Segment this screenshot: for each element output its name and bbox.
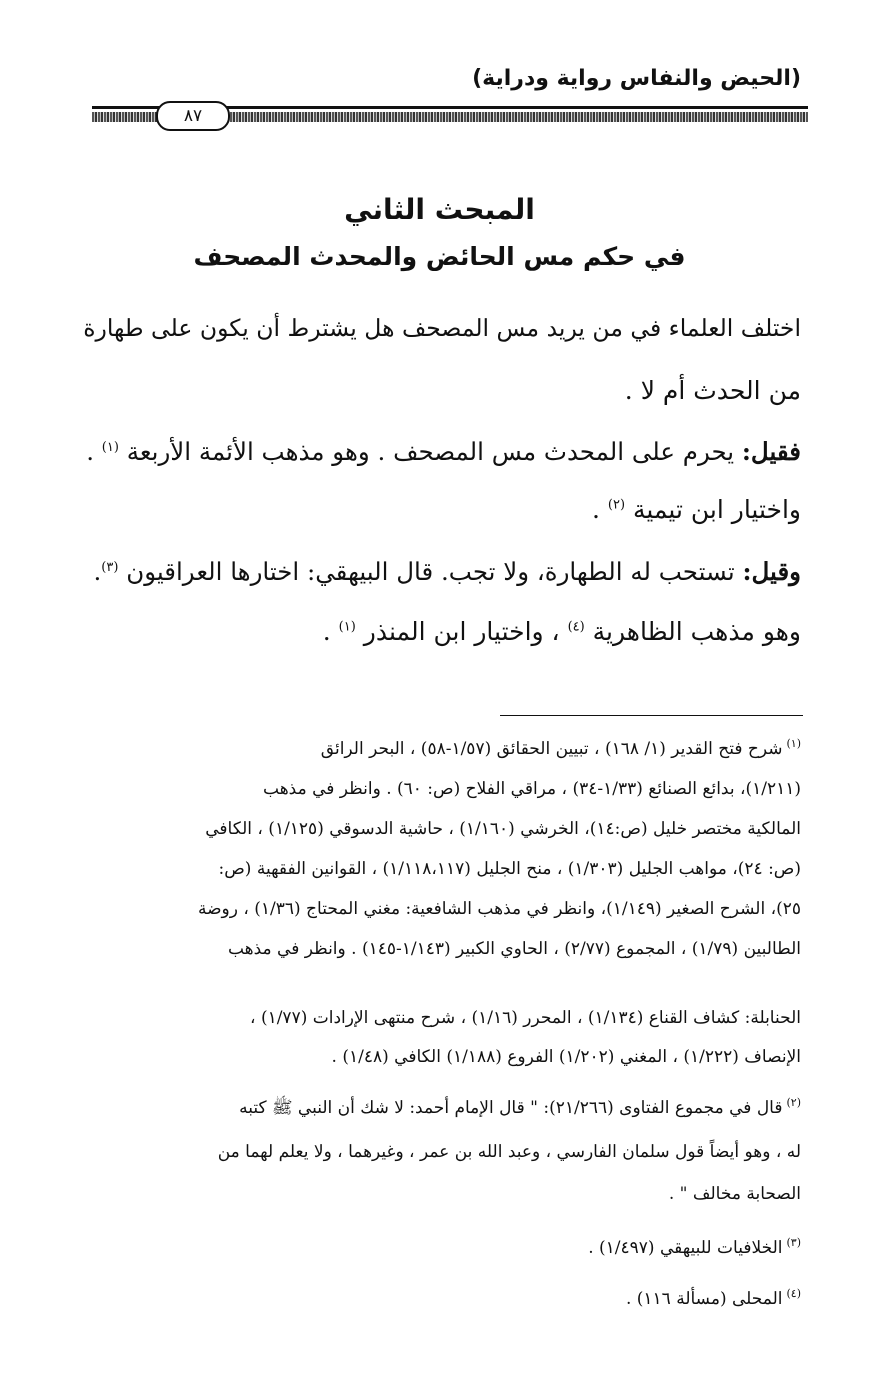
page-number: ٨٧ [156,101,230,131]
footnote-4-number: (٤) [786,1287,801,1301]
paragraph-3-line-2-text-a: وهو مذهب الظاهرية [592,617,801,646]
footnote-4-line [81,1289,801,1309]
footnote-1-text: شرح فتح القدير (١/ ١٦٨) ، تبيين الحقائق (١/٥٧-٥٨) ، البحر الرائق [320,739,783,759]
running-title: (الحيض والنفاس رواية ودراية) [472,66,801,91]
paragraph-1-line-2: من الحدث أم لا . [624,376,801,405]
footnote-1-line: الطالبين (١/٧٩) ، المجموع (٢/٧٧) ، الحاوي الكبير (١/١٤٣-١٤٥) . وانظر في مذهب [227,939,801,959]
paragraph-3-line-2-text-b: ، واختيار ابن المنذر [363,617,568,646]
section-title: المبحث الثاني [344,193,535,226]
footnote-1-number: (١) [786,737,801,751]
footnote-1-line: الحنابلة: كشاف القناع (١/١٣٤) ، المحرر (١/١٦) ، شرح منتهى الإرادات (١/٧٧) ، [250,1008,801,1028]
footnote-ref-1[interactable]: (١) [101,439,119,455]
paragraph-3-line-2 [81,617,801,646]
paragraph-3-line-2-end: . [322,617,339,646]
paragraph-3-text: تستحب له الطهارة، ولا تجب. قال البيهقي: اختارها العراقيون [126,557,743,586]
footnote-1-line: ٢٥)، الشرح الصغير (١/١٤٩)، وانظر في مذهب الشافعية: مغني المحتاج (١/٣٦) ، روضة [197,899,801,919]
footnote-1-line: (١/٢١١)، بدائع الصنائع (١/٣٣-٣٤) ، مراقي الفلاح (ص: ٦٠) . وانظر في مذهب [263,779,801,799]
footnote-3-number: (٣) [786,1236,801,1250]
footnote-1-line: الإنصاف (١/٢٢٢) ، المغني (١/٢٠٢) الفروع (١/١٨٨) الكافي (١/٤٨) . [331,1047,801,1067]
paragraph-2-line-2 [81,495,801,524]
footnote-3-text: الخلافيات للبيهقي (١/٤٩٧) . [588,1238,783,1258]
footnote-2-line: الصحابة مخالف " . [668,1184,801,1204]
paragraph-1-line-1: اختلف العلماء في من يريد مس المصحف هل يشترط أن يكون على طهارة [83,314,801,342]
section-subtitle: في حكم مس الحائض والمحدث المصحف [193,242,686,271]
footnote-ref-2[interactable]: (٢) [607,497,626,513]
footnote-separator [500,715,803,716]
footnote-2-line [81,1097,801,1122]
paragraph-2-line-2-end: . [592,495,608,524]
footnote-2-text: قال في مجموع الفتاوى (٢١/٢٦٦): " قال الإمام أحمد: لا شك أن النبي ﷺ كتبه [239,1098,783,1118]
footnote-2-line: له ، وهو أيضاً قول سلمان الفارسي ، وعبد الله بن عمر ، وغيرهما ، ولا يعلم لهما من [217,1142,801,1162]
footnote-4-text: المحلى (مسألة ١١٦) . [625,1289,783,1309]
footnote-1-line: (ص: ٢٤)، مواهب الجليل (١/٣٠٣) ، منح الجليل (١/١١٨،١١٧) ، القوانين الفقهية (ص: [218,859,801,879]
paragraph-2-text: يحرم على المحدث مس المصحف . وهو مذهب الأئمة الأربعة [126,437,742,466]
paragraph-2-line-2-text: واختيار ابن تيمية [633,495,801,524]
paragraph-3-lead: وقيل: [742,557,801,586]
footnote-ref-3[interactable]: (٣) [101,559,119,575]
footnote-ref-4[interactable]: (٤) [567,619,585,635]
footnote-ref-next-1[interactable]: (١) [338,619,356,635]
paragraph-3-end: . [93,557,102,586]
paragraph-3-line-1 [81,557,801,586]
paragraph-2-end: . [86,437,102,466]
paragraph-2-lead: فقيل: [741,437,801,466]
paragraph-2-line-1 [81,437,801,466]
footnote-1-line: المالكية مختصر خليل (ص:١٤)، الخرشي (١/١٦٠) ، حاشية الدسوقي (١/١٢٥) ، الكافي [205,819,801,839]
footnote-3-line [81,1238,801,1258]
footnote-1-line [81,739,801,759]
footnote-2-number: (٢) [786,1096,801,1110]
